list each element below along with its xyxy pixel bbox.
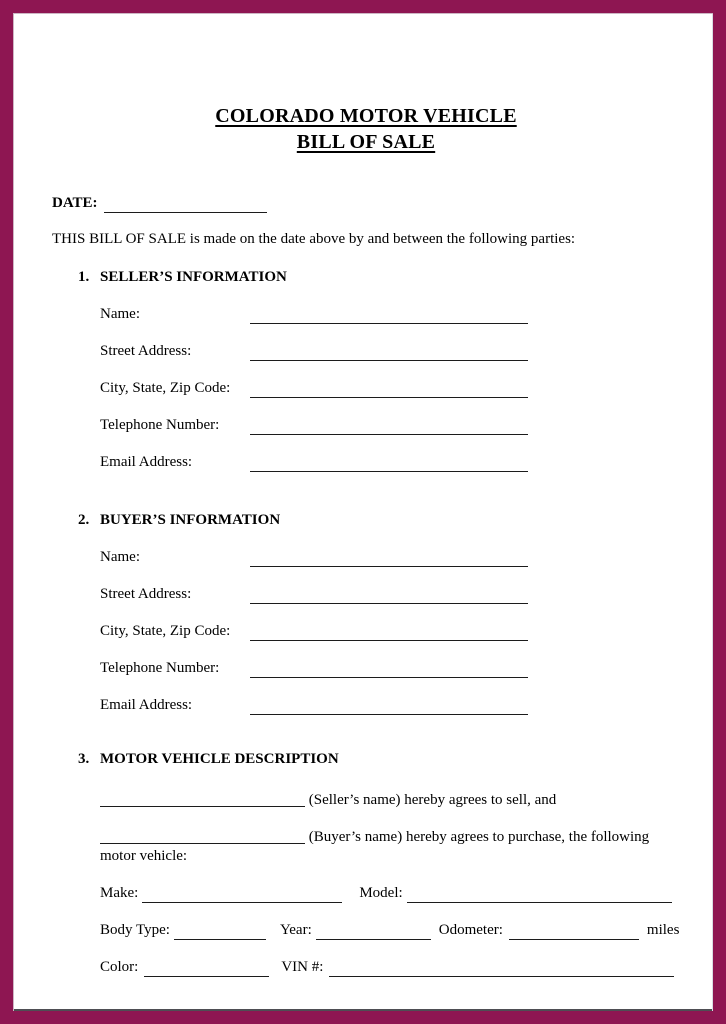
section-buyer-number: 2. <box>78 512 90 528</box>
make-blank <box>142 885 342 903</box>
miles-suffix: miles <box>646 922 680 938</box>
buyer-phone-label: Telephone Number: <box>100 660 220 676</box>
buyer-clause <box>100 826 680 866</box>
color-label: Color: <box>100 959 139 975</box>
odometer-blank <box>509 922 639 940</box>
buyer-clause-text: (Buyer’s name) hereby agrees to purchase, the following <box>308 829 650 845</box>
seller-city-label: City, State, Zip Code: <box>100 380 231 396</box>
model-label: Model: <box>359 885 403 901</box>
section-vehicle-title: MOTOR VEHICLE DESCRIPTION <box>100 751 339 767</box>
section-seller-body <box>100 305 680 472</box>
odometer-label: Odometer: <box>438 922 503 938</box>
model-blank <box>407 885 672 903</box>
seller-street-blank <box>250 343 528 361</box>
vehicle-row-body-year-odometer <box>100 921 680 940</box>
buyer-city-blank <box>250 623 528 641</box>
field-row-buyer-email <box>100 696 680 715</box>
seller-phone-blank <box>250 417 528 435</box>
section-vehicle-body <box>100 789 680 977</box>
section-vehicle-header <box>52 750 680 769</box>
buyer-clause-name-blank <box>100 829 305 844</box>
title-line-1: COLORADO MOTOR VEHICLE <box>215 105 517 127</box>
body-type-label: Body Type: <box>100 922 170 938</box>
buyer-email-label: Email Address: <box>100 697 193 713</box>
buyer-street-label: Street Address: <box>100 586 192 602</box>
seller-clause-name-blank <box>100 792 305 807</box>
page-sheet <box>13 13 713 1011</box>
seller-email-label: Email Address: <box>100 454 193 470</box>
section-seller-number: 1. <box>78 269 90 285</box>
intro-paragraph: THIS BILL OF SALE is made on the date above by and between the following parties: <box>52 231 576 247</box>
section-seller-header <box>52 268 680 287</box>
body-type-blank <box>174 922 266 940</box>
seller-clause <box>100 789 680 810</box>
vehicle-row-make-model <box>100 884 680 903</box>
seller-name-label: Name: <box>100 306 140 322</box>
buyer-phone-blank <box>250 660 528 678</box>
year-label: Year: <box>279 922 312 938</box>
buyer-street-blank <box>250 586 528 604</box>
document-title <box>52 13 680 155</box>
buyer-clause-continuation: motor vehicle: <box>100 848 188 864</box>
field-row-seller-email <box>100 453 680 472</box>
field-row-buyer-phone <box>100 659 680 678</box>
field-row-seller-city <box>100 379 680 398</box>
date-row <box>52 193 680 213</box>
seller-street-label: Street Address: <box>100 343 192 359</box>
seller-phone-label: Telephone Number: <box>100 417 220 433</box>
seller-name-blank <box>250 306 528 324</box>
buyer-city-label: City, State, Zip Code: <box>100 623 231 639</box>
section-seller-title: SELLER’S INFORMATION <box>100 269 287 285</box>
vin-blank <box>329 959 674 977</box>
color-blank <box>144 959 269 977</box>
buyer-email-blank <box>250 697 528 715</box>
title-line-2: BILL OF SALE <box>296 131 436 153</box>
buyer-name-label: Name: <box>100 549 140 565</box>
field-row-buyer-city <box>100 622 680 641</box>
vehicle-row-color-vin <box>100 958 680 977</box>
section-seller <box>52 268 680 472</box>
seller-email-blank <box>250 454 528 472</box>
field-row-buyer-name <box>100 548 680 567</box>
section-vehicle-number: 3. <box>78 751 90 767</box>
field-row-buyer-street <box>100 585 680 604</box>
buyer-name-blank <box>250 549 528 567</box>
seller-clause-text: (Seller’s name) hereby agrees to sell, and <box>308 792 557 808</box>
date-label: DATE: <box>52 195 98 211</box>
field-row-seller-phone <box>100 416 680 435</box>
date-blank <box>104 195 267 213</box>
section-vehicle <box>52 750 680 977</box>
section-buyer-body <box>100 548 680 715</box>
section-buyer-header <box>52 511 680 530</box>
section-buyer-title: BUYER’S INFORMATION <box>100 512 281 528</box>
year-blank <box>316 922 431 940</box>
make-label: Make: <box>100 885 139 901</box>
field-row-seller-name <box>100 305 680 324</box>
seller-city-blank <box>250 380 528 398</box>
section-buyer <box>52 511 680 715</box>
field-row-seller-street <box>100 342 680 361</box>
vin-label: VIN #: <box>281 959 324 975</box>
